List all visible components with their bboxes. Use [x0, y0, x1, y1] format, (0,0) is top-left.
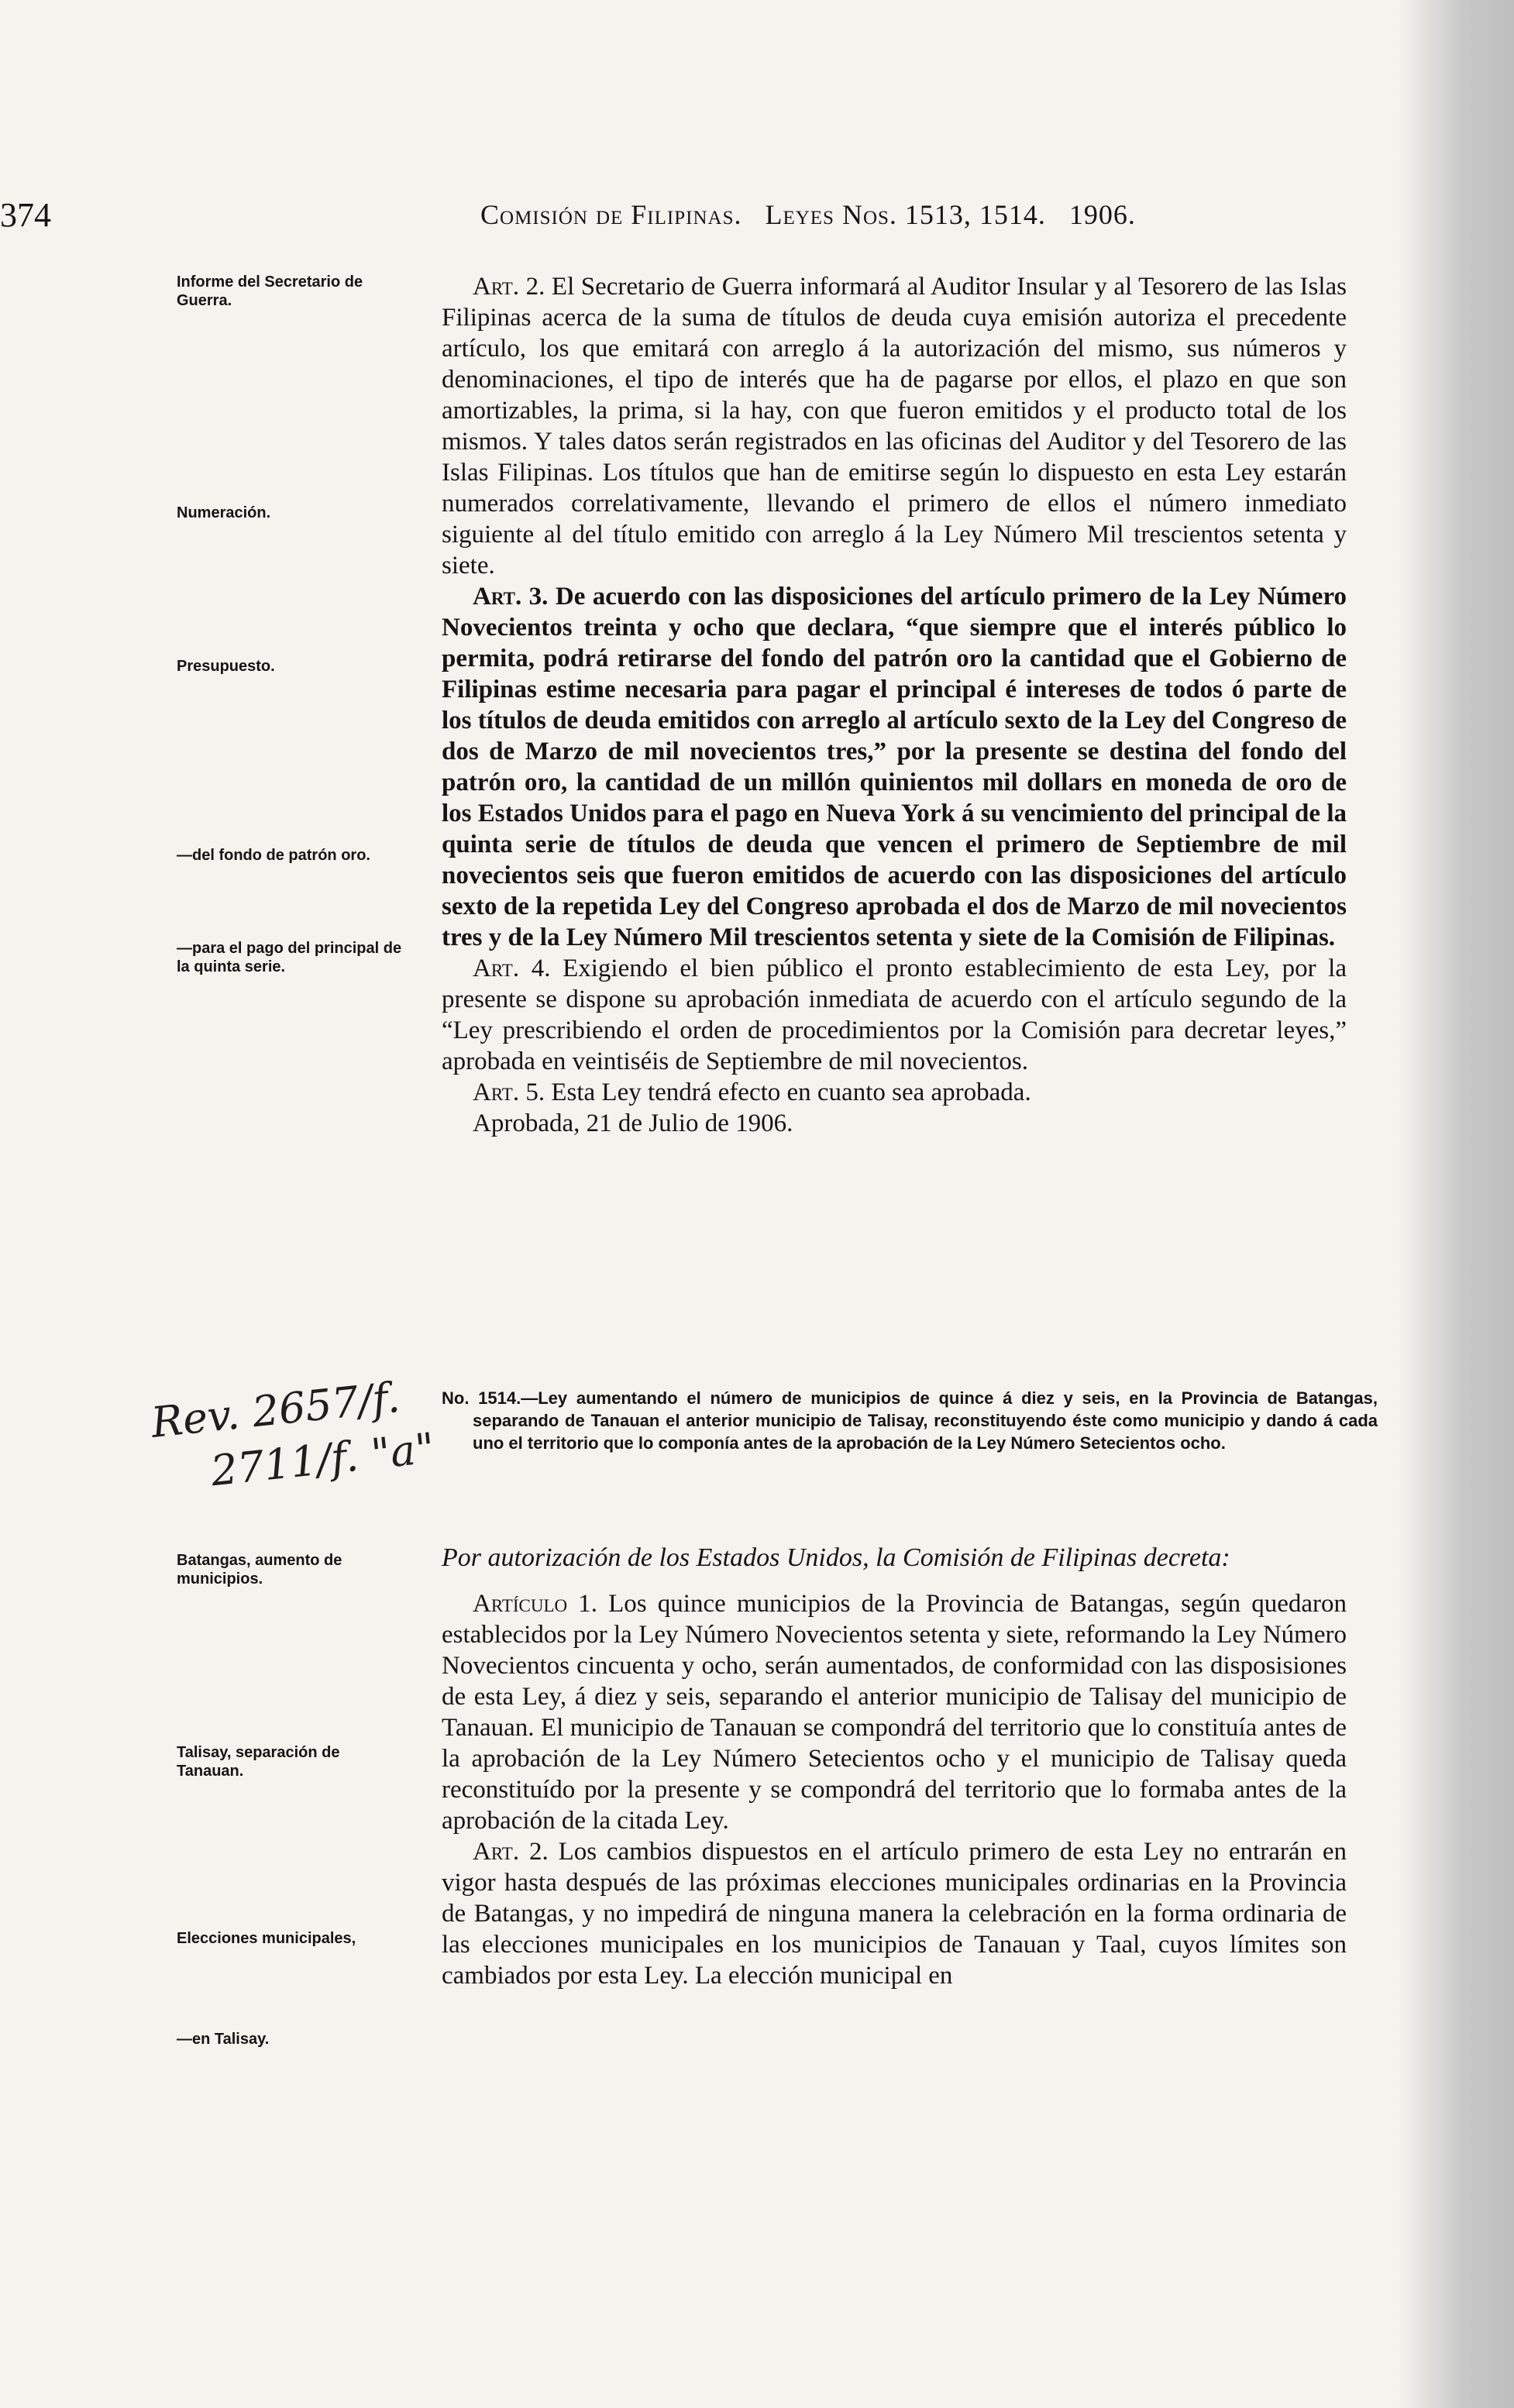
article-3-label: Art. 3. [473, 583, 549, 611]
law-1514-article-1-label: Artículo 1. [473, 1590, 597, 1618]
page-edge-shadow [1398, 0, 1514, 2408]
enacting-clause: Por autorización de los Estados Unidos, la Comisión de Filipinas decreta: [442, 1543, 1230, 1572]
article-3 [442, 581, 1347, 953]
law-1514-article-2-label: Art. 2. [473, 1838, 549, 1866]
law-1514-body [442, 1542, 1347, 1991]
handwritten-annotation [149, 1368, 456, 1530]
margin-note-batangas: Batangas, aumento de municipios. [177, 1552, 342, 1588]
article-3-text: De acuerdo con las disposiciones del artículo primero de la Ley Número Novecientos treinta y ocho que declara, “que siempre que el interés público lo permita, podrá retirarse del fondo del patrón oro la cantidad que el Gobierno de Filipinas estime necesaria para pagar el principal é intereses de todos ó parte de los títulos de deuda emitidos con arreglo al artículo sexto de la Ley del Congreso de dos de Marzo de mil novecientos tres,” por la presente se destina del fondo del patrón oro, la cantidad de un millón quinientos mil dollars en moneda de oro de los Estados Unidos para el pago en Nueva York á su vencimiento del principal de la quinta serie de títulos de deuda que vencen el primero de Septiembre de mil novecientos seis que fueron emitidos de acuerdo con las disposiciones del artículo sexto de la repetida Ley del Congreso aprobada el dos de Marzo de mil novecientos tres y de la Ley Número Mil trescientos setenta y siete de la Comisión de Filipinas. [442, 583, 1347, 951]
law-1514-heading: No. 1514.—Ley aumentando el número de municipios de quince á diez y seis, en la Provincia de Batangas, separando de Tanauan el anterior municipio de Talisay, reconstituyendo éste como municipio y dando á cada uno el territorio que lo componía antes de la aprobación de la Ley Número Setecientos ocho. [442, 1388, 1378, 1453]
article-4-label: Art. 4. [473, 955, 551, 982]
article-4 [442, 953, 1347, 1077]
running-head [0, 195, 1514, 242]
margin-note-elecciones: Elecciones municipales, [177, 1930, 356, 1947]
law-1513-body [442, 271, 1347, 1139]
law-numbers: Leyes Nos. 1513, 1514. [765, 199, 1046, 230]
margin-note-presupuesto: Presupuesto. [177, 658, 275, 675]
page-number: 374 [0, 196, 51, 234]
article-4-text: Exigiendo el bien público el pronto establecimiento de esta Ley, por la presente se dispone su aprobación inmediata de acuerdo con el artículo segundo de la “Ley prescribiendo el orden de procedimientos por la Comisión para decretar leyes,” aprobada en veintiséis de Septiembre de mil novecientos. [442, 955, 1347, 1075]
law-1514-article-1 [442, 1588, 1347, 1836]
margin-note-talisay: Talisay, separación de Tanauan. [177, 1744, 340, 1780]
margin-note-fondo-patron-oro: —del fondo de patrón oro. [177, 847, 370, 864]
running-head-title [480, 198, 1136, 231]
article-5 [442, 1077, 1347, 1108]
margin-note-informe: Informe del Secretario de Guerra. [177, 273, 363, 309]
article-2 [442, 271, 1347, 581]
article-5-label: Art. 5. [473, 1078, 545, 1106]
year: 1906. [1068, 199, 1136, 230]
law-1514-article-2-text: Los cambios dispuestos en el artículo primero de esta Ley no entrarán en vigor hasta después de las próximas elecciones municipales ordinarias en la Provincia de Batangas, y no impedirá de ninguna manera la celebración en la forma ordinaria de las elecciones municipales en los municipios de Tanauan y Taal, cuyos límites son cambiados por esta Ley. La elección municipal en [442, 1838, 1347, 1990]
publication-title: Comisión de Filipinas. [480, 199, 742, 230]
margin-note-en-talisay: —en Talisay. [177, 2031, 270, 2048]
handwritten-line-1: Rev. 2657/f. [149, 1372, 402, 1447]
approval-date: Aprobada, 21 de Julio de 1906. [473, 1109, 793, 1137]
margin-note-numeracion: Numeración. [177, 504, 271, 521]
law-1514-article-2 [442, 1836, 1347, 1991]
margin-note-pago-principal: —para el pago del principal de la quinta serie. [177, 940, 402, 975]
law-1514-article-1-text: Los quince municipios de la Provincia de Batangas, según quedaron establecidos por la Ley Número Novecientos setenta y siete, reformando la Ley Número Novecientos cincuenta y ocho, serán aumentados, de conformidad con las disposisiones de esta Ley, á diez y seis, separando el anterior municipio de Talisay del municipio de Tanauan. El municipio de Tanauan se compondrá del territorio que lo constituía antes de la aprobación de la Ley Número Setecientos ocho y el municipio de Talisay queda reconstituído por la presente y se compondrá del territorio que lo formaba antes de la aprobación de la citada Ley. [442, 1590, 1347, 1835]
handwritten-line-2: 2711/f. "a" [208, 1423, 437, 1496]
article-2-label: Art. 2. [473, 273, 545, 301]
article-2-text: El Secretario de Guerra informará al Auditor Insular y al Tesorero de las Islas Filipinas acerca de la suma de títulos de deuda cuya emisión autoriza el precedente artículo, los que emitará con arreglo á la autorización del mismo, sus números y denominaciones, el tipo de interés que ha de pagarse por ellos, el plazo en que son amortizables, la prima, si la hay, con que fueron emitidos y el producto total de los mismos. Y tales datos serán registrados en las oficinas del Auditor y del Tesorero de las Islas Filipinas. Los títulos que han de emitirse según lo dispuesto en esta Ley estarán numerados correlativamente, llevando el primero de ellos el número inmediato siguiente al del título emitido con arreglo á la Ley Número Mil trescientos setenta y siete. [442, 273, 1347, 580]
article-5-text: Esta Ley tendrá efecto en cuanto sea aprobada. [551, 1078, 1031, 1106]
